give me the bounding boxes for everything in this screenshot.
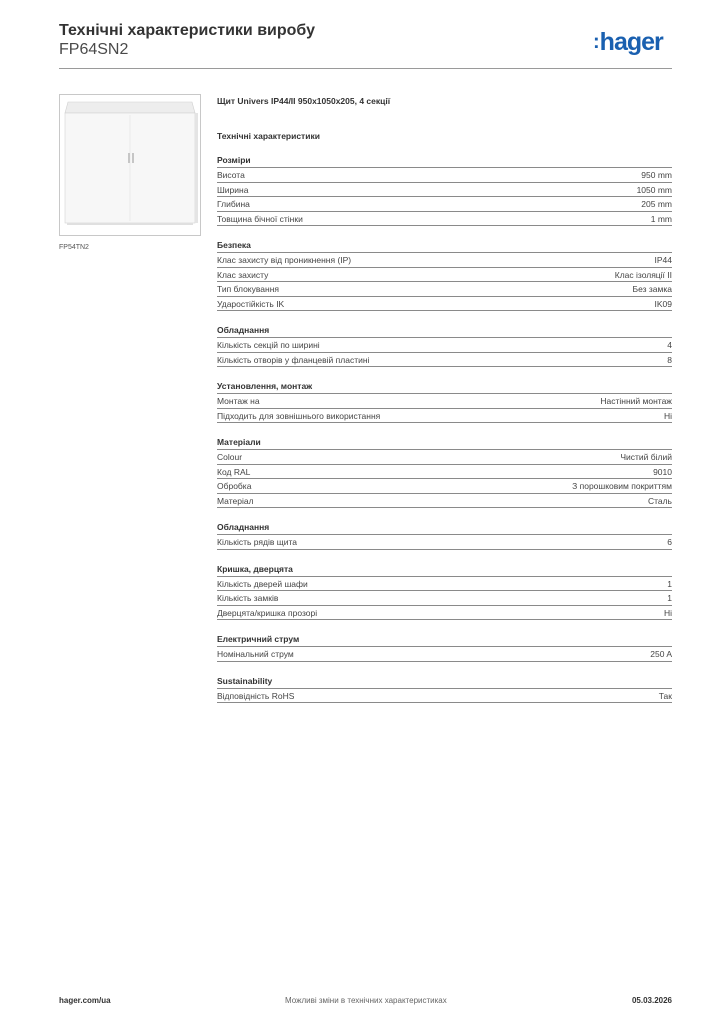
spec-row	[217, 494, 672, 509]
spec-row	[217, 168, 672, 183]
spec-row	[217, 689, 672, 704]
spec-label: Глибина	[217, 199, 250, 209]
spec-value: 1	[667, 593, 672, 603]
enclosure-illustration	[60, 95, 200, 235]
section-title: Обладнання	[217, 323, 672, 338]
spec-value: 1	[667, 578, 672, 589]
spec-value: 8	[667, 354, 672, 365]
spec-label: Код RAL	[217, 466, 251, 477]
footer-note: Можливі зміни в технічних характеристиках	[285, 996, 447, 1005]
spec-value: IP44	[654, 255, 672, 265]
spec-value: 9010	[653, 466, 672, 477]
spec-label: Ширина	[217, 184, 249, 195]
spec-label: Товщина бічної стінки	[217, 213, 303, 224]
spec-row	[217, 394, 672, 409]
spec-value: 205 mm	[641, 199, 672, 209]
spec-label: Colour	[217, 452, 243, 462]
spec-label: Кількість замків	[217, 593, 279, 603]
spec-value: Ні	[663, 607, 672, 618]
spec-value: 1050 mm	[636, 184, 672, 195]
spec-row	[217, 591, 672, 606]
spec-label: Клас захисту	[217, 269, 269, 280]
spec-row	[217, 268, 672, 283]
spec-label: Клас захисту від проникнення (IP)	[217, 255, 352, 265]
spec-label: Кількість отворів у фланцевій пластині	[217, 354, 370, 365]
spec-section	[217, 238, 672, 311]
spec-section	[217, 632, 672, 662]
spec-value: Настінний монтаж	[600, 396, 672, 406]
spec-value: Ні	[663, 410, 672, 421]
spec-row	[217, 183, 672, 198]
spec-label: Ударостійкість IK	[217, 298, 285, 309]
header-divider	[59, 68, 672, 69]
spec-value: IK09	[654, 298, 672, 309]
spec-value: 4	[667, 340, 672, 350]
section-title: Матеріали	[217, 435, 672, 450]
spec-row	[217, 409, 672, 424]
spec-row	[217, 465, 672, 480]
spec-section	[217, 323, 672, 367]
section-title: Кришка, дверцята	[217, 562, 672, 577]
spec-label: Кількість рядів щита	[217, 537, 297, 547]
spec-row	[217, 253, 672, 268]
spec-section	[217, 674, 672, 704]
image-caption: FP54TN2	[59, 244, 89, 251]
section-title: Sustainability	[217, 674, 672, 689]
spec-section	[217, 520, 672, 550]
spec-row	[217, 606, 672, 621]
spec-row	[217, 297, 672, 312]
spec-value: Так	[658, 690, 672, 701]
spec-label: Висота	[217, 170, 245, 180]
spec-row	[217, 282, 672, 297]
spec-row	[217, 212, 672, 227]
product-image	[59, 94, 201, 236]
hager-logo: :hager	[593, 28, 663, 56]
spec-label: Дверцята/кришка прозорі	[217, 607, 318, 618]
spec-label: Кількість дверей шафи	[217, 578, 308, 589]
spec-section	[217, 562, 672, 621]
section-title: Електричний струм	[217, 632, 672, 647]
spec-label: Матеріал	[217, 495, 254, 506]
spec-label: Підходить для зовнішнього використання	[217, 410, 381, 421]
spec-section	[217, 379, 672, 423]
section-title: Установлення, монтаж	[217, 379, 672, 394]
spec-value: 950 mm	[641, 170, 672, 180]
spec-label: Номінальний струм	[217, 649, 294, 659]
spec-row	[217, 535, 672, 550]
spec-value: 6	[667, 537, 672, 547]
section-title: Обладнання	[217, 520, 672, 535]
spec-value: Клас ізоляції II	[614, 269, 672, 280]
spec-content	[217, 94, 672, 703]
spec-label: Відповідність RoHS	[217, 690, 295, 701]
spec-heading: Технічні характеристики	[217, 131, 320, 141]
spec-value: З порошковим покриттям	[572, 481, 672, 491]
spec-value: 250 A	[650, 649, 672, 659]
spec-section	[217, 153, 672, 226]
spec-label: Тип блокування	[217, 284, 280, 294]
spec-sections	[217, 153, 672, 703]
spec-value: Чистий білий	[620, 452, 672, 462]
spec-label: Обробка	[217, 481, 252, 491]
spec-value: Сталь	[647, 495, 672, 506]
spec-row	[217, 197, 672, 212]
spec-section	[217, 435, 672, 508]
section-title: Розміри	[217, 153, 672, 168]
spec-row	[217, 450, 672, 465]
document-title: Технічні характеристики виробу	[59, 22, 315, 39]
section-title: Безпека	[217, 238, 672, 253]
spec-row	[217, 338, 672, 353]
spec-label: Кількість секцій по ширині	[217, 340, 320, 350]
spec-value: 1 mm	[650, 213, 672, 224]
spec-value: Без замка	[632, 284, 672, 294]
footer-date: 05.03.2026	[631, 996, 672, 1005]
spec-row	[217, 479, 672, 494]
spec-row	[217, 353, 672, 368]
spec-row	[217, 577, 672, 592]
product-name: Щит Univers IP44/II 950x1050x205, 4 секції	[217, 96, 391, 106]
spec-row	[217, 647, 672, 662]
product-code: FP64SN2	[59, 41, 129, 58]
footer-website[interactable]: hager.com/ua	[59, 996, 111, 1005]
spec-label: Монтаж на	[217, 396, 260, 406]
